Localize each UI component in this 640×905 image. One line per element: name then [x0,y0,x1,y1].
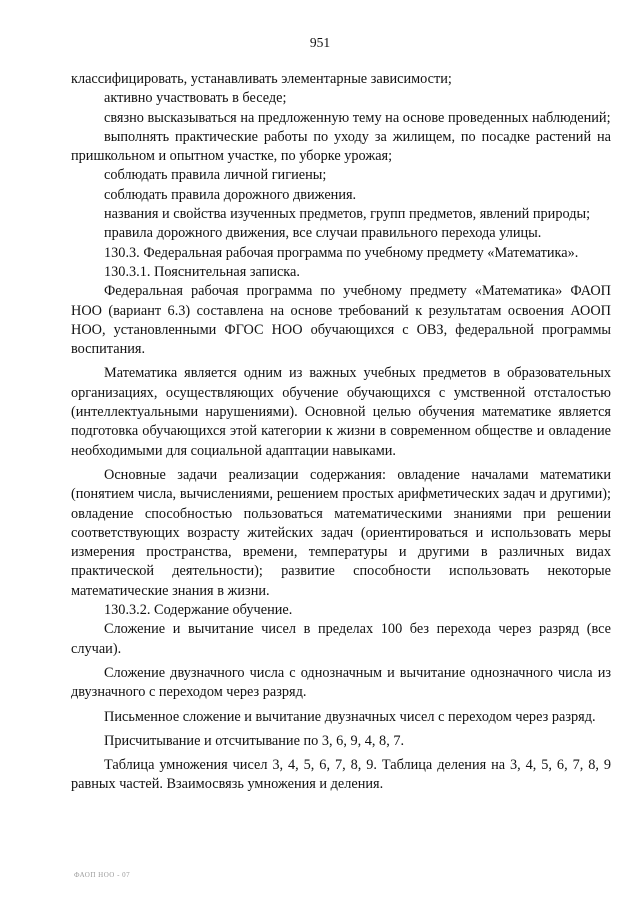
footer-stamp: ФАОП НОО - 07 [74,871,131,879]
section-heading-mathematics: 130.3. Федеральная рабочая программа по учебному предмету «Математика». [104,244,579,261]
paragraph-classify: классифицировать, устанавливать элементарные зависимости; [71,71,452,87]
paragraph-program-basis: Федеральная рабочая программа по учебному предмету «Математика» ФАОП НОО (вариант 6.3) составлена на основе требований к результатам освоения АООП НОО, установленными ФГОС НОО обучающихся с ОВЗ, федеральной программы воспитания. [71,283,611,358]
paragraph-main-tasks: Основные задачи реализации содержания: овладение началами математики (понятием числа, вычислениями, решением простых арифметических задач и другими); овладение способностью пользоваться математическими знаниями при решении соответствующих возрасту житейских задач (ориентироваться и использовать меры измерения пространства, времени, температуры и другими в различных видах практической деятельности); развитие способности использовать некоторые математические знания в жизни. [71,466,611,599]
paragraph-traffic-rules: соблюдать правила дорожного движения. [104,186,357,203]
paragraph-object-names: названия и свойства изученных предметов, групп предметов, явлений природы; [104,206,591,223]
page-number: 951 [309,35,331,50]
subsection-heading-explanatory-note: 130.3.1. Пояснительная записка. [104,263,300,280]
paragraph-two-digit-one-digit: Сложение двузначного числа с однозначным и вычитание однозначного числа из двузначного с переходом через разряд. [71,664,611,701]
paragraph-speak-coherently: связно высказываться на предложенную тему на основе проведенных наблюдений; [104,109,611,126]
paragraph-street-crossing: правила дорожного движения, все случаи правильного перехода улицы. [104,225,542,242]
paragraph-practical-work: выполнять практические работы по уходу за жилищем, по посадке растений на пришкольном и опытном участке, по уборке урожая; [71,128,611,165]
paragraph-conversation: активно участвовать в беседе; [104,90,287,107]
paragraph-written-addition: Письменное сложение и вычитание двузначных чисел с переходом через разряд. [104,708,596,725]
paragraph-addition-subtraction-100: Сложение и вычитание чисел в пределах 100 без перехода через разряд (все случаи). [71,621,611,657]
paragraph-multiplication-table: Таблица умножения чисел 3, 4, 5, 6, 7, 8, 9. Таблица деления на 3, 4, 5, 6, 7, 8, 9 равных частей. Взаимосвязь умножения и деления. [71,757,611,793]
paragraph-hygiene: соблюдать правила личной гигиены; [104,167,327,184]
subsection-heading-content: 130.3.2. Содержание обучение. [104,602,293,619]
paragraph-counting-by: Присчитывание и отсчитывание по 3, 6, 9, 4, 8, 7. [104,732,405,749]
document-body [71,70,611,795]
paragraph-math-importance: Математика является одним из важных учебных предметов в образовательных организациях, осуществляющих обучение обучающихся с умственной отсталостью (интеллектуальными нарушениями). Основной целью обучения математике является подготовка обучающихся этой категории к жизни в современном обществе и овладение необходимыми для социальной адаптации навыками. [71,365,611,459]
